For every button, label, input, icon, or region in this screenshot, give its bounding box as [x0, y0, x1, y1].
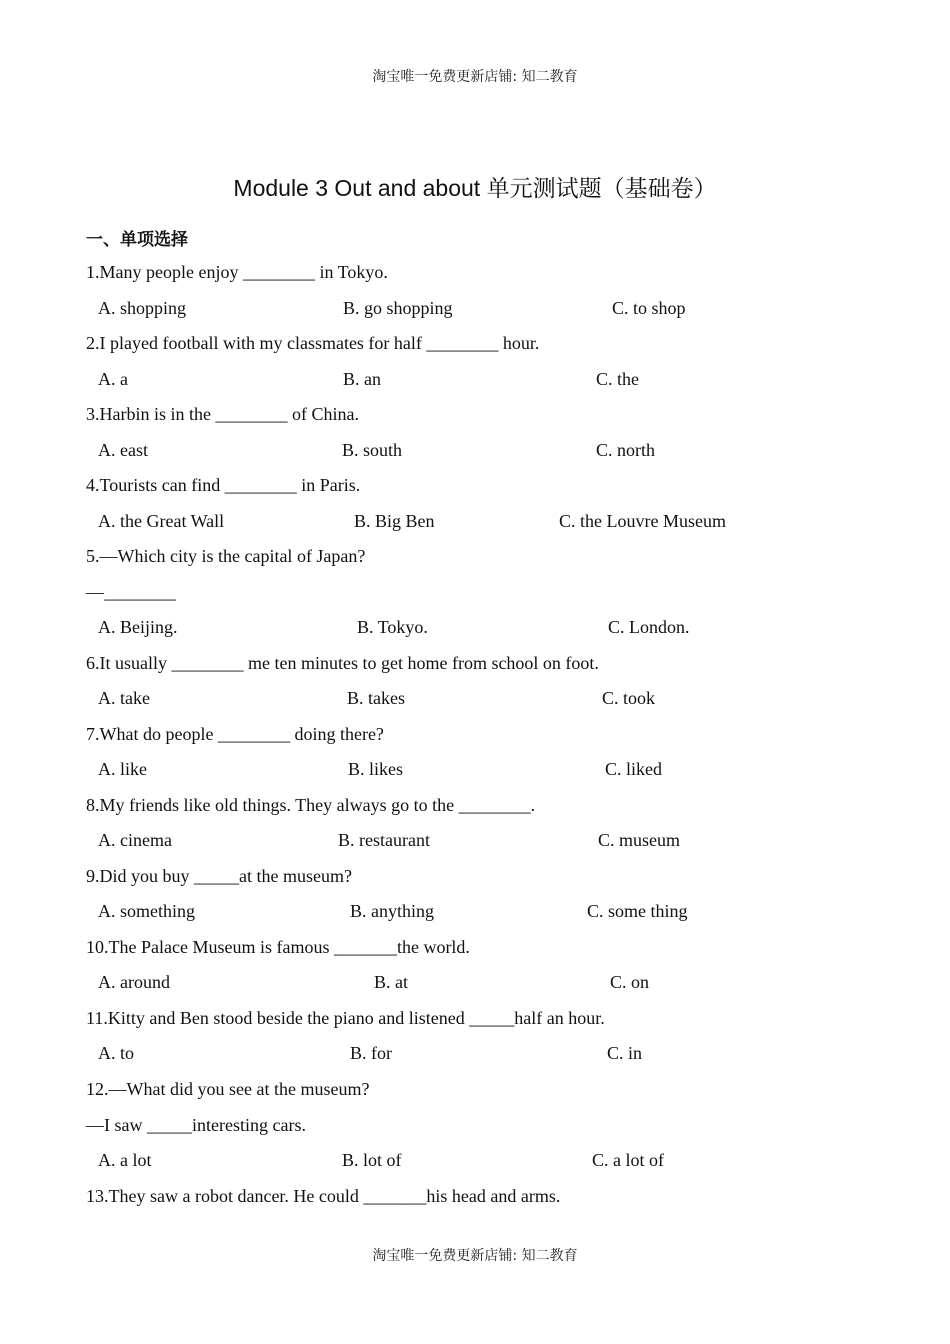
- question-3-stem: 3.Harbin is in the ________ of China.: [86, 404, 359, 424]
- question-6-option-c: C. took: [602, 688, 656, 708]
- question-6-option-b: B. takes: [347, 688, 405, 708]
- question-9-stem: 9.Did you buy _____at the museum?: [86, 866, 352, 886]
- question-6-option-a: A. take: [98, 688, 150, 708]
- question-12-option-b: B. lot of: [342, 1150, 402, 1170]
- question-5-option-a: A. Beijing.: [98, 617, 178, 637]
- question-5-option-b: B. Tokyo.: [357, 617, 428, 637]
- question-5-answer-line: —________: [86, 582, 176, 602]
- question-2-option-c: C. the: [596, 369, 639, 389]
- question-8-option-b: B. restaurant: [338, 830, 430, 850]
- question-10-option-a: A. around: [98, 972, 170, 992]
- page-header: 淘宝唯一免费更新店铺: 知二教育: [372, 69, 578, 85]
- page-title: Module 3 Out and about 单元测试题（基础卷）: [233, 175, 717, 201]
- question-8-option-a: A. cinema: [98, 830, 172, 850]
- question-1-option-c: C. to shop: [612, 298, 686, 318]
- question-7-stem: 7.What do people ________ doing there?: [86, 724, 384, 744]
- question-2-option-a: A. a: [98, 369, 128, 389]
- question-10-stem: 10.The Palace Museum is famous _______the world.: [86, 937, 470, 957]
- question-12-option-a: A. a lot: [98, 1150, 152, 1170]
- question-9-option-b: B. anything: [350, 901, 434, 921]
- question-11-option-c: C. in: [607, 1043, 643, 1063]
- question-11-option-a: A. to: [98, 1043, 134, 1063]
- question-2-option-b: B. an: [343, 369, 381, 389]
- question-6-stem: 6.It usually ________ me ten minutes to get home from school on foot.: [86, 653, 599, 673]
- question-1-stem: 1.Many people enjoy ________ in Tokyo.: [86, 262, 388, 282]
- question-7-option-b: B. likes: [348, 759, 404, 779]
- question-7-option-a: A. like: [98, 759, 147, 779]
- question-7-option-c: C. liked: [605, 759, 662, 779]
- question-4-option-b: B. Big Ben: [354, 511, 435, 531]
- question-4-option-c: C. the Louvre Museum: [559, 511, 726, 531]
- question-11-stem: 11.Kitty and Ben stood beside the piano and listened _____half an hour.: [86, 1008, 605, 1028]
- question-4-option-a: A. the Great Wall: [98, 511, 225, 531]
- section-heading: 一、单项选择: [86, 230, 188, 250]
- question-9-option-a: A. something: [98, 901, 195, 921]
- question-12-stem: 12.—What did you see at the museum?: [86, 1079, 370, 1099]
- question-12-answer-line: —I saw _____interesting cars.: [86, 1115, 306, 1135]
- question-10-option-b: B. at: [374, 972, 408, 992]
- question-10-option-c: C. on: [610, 972, 650, 992]
- question-3-option-c: C. north: [596, 440, 656, 460]
- question-3-option-b: B. south: [342, 440, 403, 460]
- question-4-stem: 4.Tourists can find ________ in Paris.: [86, 475, 361, 495]
- page-footer: 淘宝唯一免费更新店铺: 知二教育: [372, 1248, 578, 1264]
- question-1-option-a: A. shopping: [98, 298, 187, 318]
- question-5-option-c: C. London.: [608, 617, 690, 637]
- question-9-option-c: C. some thing: [587, 901, 688, 921]
- question-11-option-b: B. for: [350, 1043, 392, 1063]
- question-5-stem: 5.—Which city is the capital of Japan?: [86, 546, 366, 566]
- question-2-stem: 2.I played football with my classmates for half ________ hour.: [86, 333, 540, 353]
- question-8-stem: 8.My friends like old things. They always go to the ________.: [86, 795, 536, 815]
- question-8-option-c: C. museum: [598, 830, 681, 850]
- question-12-option-c: C. a lot of: [592, 1150, 664, 1170]
- question-3-option-a: A. east: [98, 440, 148, 460]
- question-13-stem: 13.They saw a robot dancer. He could _______his head and arms.: [86, 1186, 561, 1206]
- question-1-option-b: B. go shopping: [343, 298, 453, 318]
